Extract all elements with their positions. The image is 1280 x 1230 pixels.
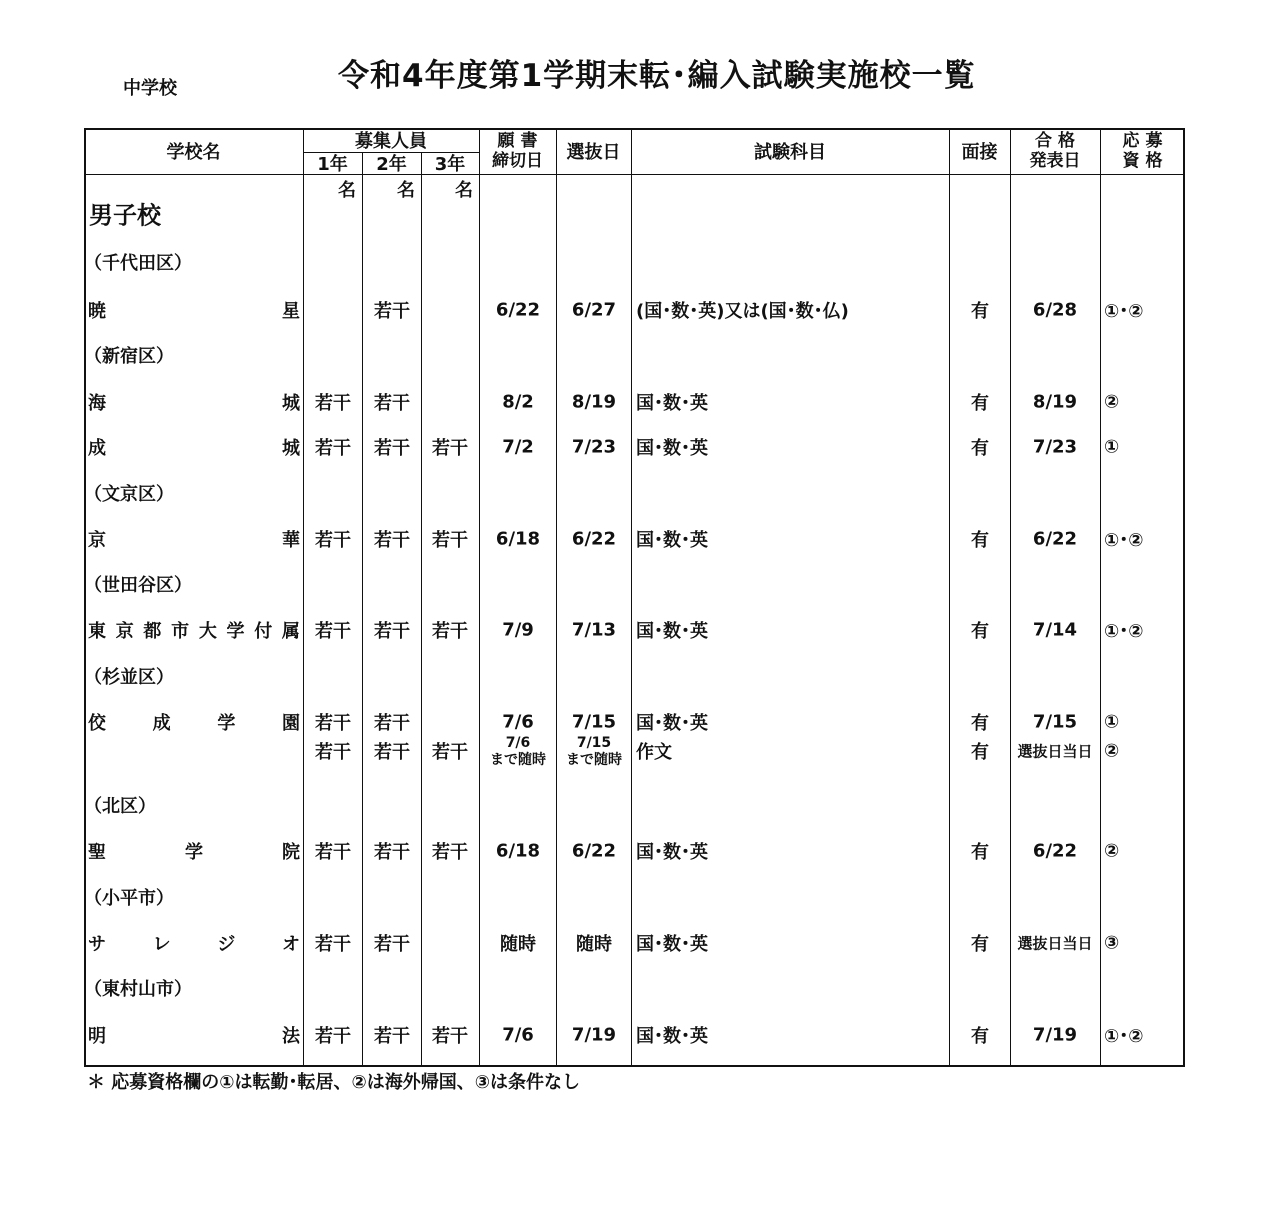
- area-label: （新宿区）: [84, 346, 174, 367]
- table-row-school-name: [88, 434, 300, 460]
- header-grade3: 3年: [434, 154, 466, 175]
- name-char: 院: [282, 842, 300, 863]
- table-row-school-name: [88, 389, 300, 415]
- interview: 有: [971, 713, 989, 734]
- exam-date: 7/15: [576, 735, 612, 751]
- divider: [421, 152, 422, 1067]
- unit-label: 名: [397, 180, 415, 201]
- table-row-school-name: [88, 930, 300, 956]
- grade1-count: 若干: [315, 934, 351, 955]
- qualification: ③: [1104, 932, 1120, 954]
- grade1-count: 若干: [315, 1026, 351, 1047]
- name-char: 学: [217, 713, 236, 734]
- interview: 有: [971, 438, 989, 459]
- header-result: [1010, 128, 1100, 174]
- qualification: ①･②: [1104, 1026, 1144, 1047]
- grade3-count: 若干: [432, 1026, 468, 1047]
- grade2-count: 若干: [374, 393, 410, 414]
- page-title: 令和4年度第1学期末転･編入試験実施校一覧: [338, 58, 976, 94]
- divider: [1010, 128, 1011, 1067]
- deadline: 7/9: [502, 619, 534, 641]
- grade2-count: 若干: [374, 530, 410, 551]
- qualification: ①･②: [1104, 301, 1144, 322]
- grade2-count: 若干: [374, 742, 410, 763]
- exam-rolling: [566, 735, 622, 769]
- name-char: 属: [281, 621, 300, 642]
- exam-note: まで随時: [566, 752, 622, 768]
- table-row-school-name: [88, 526, 300, 552]
- header-deadline-bottom: 締切日: [492, 151, 543, 171]
- interview: 有: [971, 934, 989, 955]
- divider: [479, 128, 480, 1067]
- divider: [1100, 128, 1101, 1067]
- qualification: ①: [1104, 711, 1120, 733]
- qualification: ①･②: [1104, 621, 1144, 642]
- grade1-count: 若干: [315, 393, 351, 414]
- name-char: レ: [152, 934, 171, 955]
- table-row-school-name: [88, 709, 300, 735]
- area-label: （杉並区）: [84, 667, 174, 688]
- name-char: 学: [226, 621, 245, 642]
- divider: [949, 128, 950, 1067]
- result-date: 7/19: [1032, 1024, 1078, 1046]
- name-char: 華: [282, 530, 300, 551]
- subjects: 国･数･英: [636, 393, 708, 414]
- deadline: 6/18: [495, 528, 541, 550]
- result-date: 6/28: [1032, 299, 1078, 321]
- qualification: ②: [1104, 840, 1120, 862]
- grade2-count: 若干: [374, 934, 410, 955]
- header-result-top: 合 格: [1035, 131, 1075, 151]
- interview: 有: [971, 393, 989, 414]
- grade2-count: 若干: [374, 621, 410, 642]
- deadline-rolling: [490, 735, 546, 769]
- name-char: 明: [88, 1026, 106, 1047]
- table-row-school-name: [88, 838, 300, 864]
- deadline: 8/2: [502, 391, 534, 413]
- qualification: ①･②: [1104, 530, 1144, 551]
- name-char: 市: [171, 621, 190, 642]
- header-deadline-top: 願 書: [497, 131, 538, 151]
- grade3-count: 若干: [432, 530, 468, 551]
- grade2-count: 若干: [374, 301, 410, 322]
- section-title: 男子校: [89, 201, 161, 230]
- exam-date: 6/27: [571, 299, 617, 321]
- header-recruit: 募集人員: [355, 131, 427, 152]
- exam-date: 随時: [576, 934, 612, 955]
- name-char: 大: [198, 621, 217, 642]
- header-exam-date: 選抜日: [566, 142, 621, 163]
- area-label: （世田谷区）: [84, 575, 192, 596]
- divider: [631, 128, 632, 1067]
- header-interview: 面接: [961, 142, 998, 163]
- name-char: 成: [88, 438, 106, 459]
- grade3-count: 若干: [432, 742, 468, 763]
- exam-date: 7/19: [571, 1024, 617, 1046]
- grade1-count: 若干: [315, 530, 351, 551]
- subjects: 国･数･英: [636, 621, 708, 642]
- exam-date: 8/19: [571, 391, 617, 413]
- subjects: (国･数･英)又は(国･数･仏): [636, 301, 849, 322]
- result-date: 選抜日当日: [1017, 934, 1093, 953]
- exam-date: 6/22: [571, 840, 617, 862]
- grade2-count: 若干: [374, 842, 410, 863]
- interview: 有: [971, 742, 989, 763]
- qualification: ①: [1104, 436, 1120, 458]
- header-school-name: 学校名: [166, 142, 221, 163]
- name-char: 園: [281, 713, 300, 734]
- table-row-school-name: [88, 297, 300, 323]
- area-label: （北区）: [84, 796, 156, 817]
- name-char: 都: [143, 621, 162, 642]
- grade2-count: 若干: [374, 438, 410, 459]
- divider: [303, 128, 304, 1067]
- interview: 有: [971, 842, 989, 863]
- exam-date: 7/23: [571, 436, 617, 458]
- name-char: 城: [282, 393, 300, 414]
- deadline: 7/6: [502, 1024, 534, 1046]
- qualification: ②: [1104, 391, 1120, 413]
- result-date: 7/15: [1032, 711, 1078, 733]
- grade2-count: 若干: [374, 1026, 410, 1047]
- divider: [362, 152, 363, 1067]
- header-qualification: [1100, 128, 1185, 174]
- name-char: 城: [282, 438, 300, 459]
- deadline: 6/18: [495, 840, 541, 862]
- grade1-count: 若干: [315, 842, 351, 863]
- interview: 有: [971, 621, 989, 642]
- grade1-count: 若干: [315, 621, 351, 642]
- subjects: 国･数･英: [636, 713, 708, 734]
- header-grade1: 1年: [317, 154, 348, 175]
- header-result-bottom: 発表日: [1029, 151, 1081, 171]
- area-label: （文京区）: [84, 484, 174, 505]
- name-char: 成: [152, 713, 171, 734]
- grade2-count: 若干: [374, 713, 410, 734]
- subjects: 作文: [636, 742, 672, 763]
- name-char: ジ: [217, 934, 236, 955]
- exam-date: 7/15: [571, 711, 617, 733]
- header-qual-top: 応 募: [1122, 131, 1163, 151]
- grade1-count: 若干: [315, 713, 351, 734]
- name-char: 京: [115, 621, 134, 642]
- divider: [556, 128, 557, 1067]
- subjects: 国･数･英: [636, 438, 708, 459]
- name-char: 聖: [88, 842, 106, 863]
- header-grade2: 2年: [376, 154, 407, 175]
- unit-label: 名: [455, 180, 473, 201]
- result-date: 8/19: [1032, 391, 1078, 413]
- deadline: 7/2: [502, 436, 534, 458]
- name-char: 東: [88, 621, 106, 642]
- table-row-school-name: [88, 1022, 300, 1048]
- area-label: （東村山市）: [84, 979, 192, 1000]
- header-subjects: 試験科目: [754, 142, 826, 163]
- grade1-count: 若干: [315, 742, 351, 763]
- interview: 有: [971, 1026, 989, 1047]
- subjects: 国･数･英: [636, 1026, 708, 1047]
- deadline-date: 7/6: [505, 735, 531, 751]
- exam-date: 6/22: [571, 528, 617, 550]
- area-label: （千代田区）: [84, 253, 192, 274]
- name-char: オ: [281, 934, 300, 955]
- result-date: 7/14: [1032, 619, 1078, 641]
- header-qual-bottom: 資 格: [1122, 151, 1163, 171]
- result-date: 選抜日当日: [1017, 742, 1093, 761]
- area-label: （小平市）: [84, 888, 174, 909]
- deadline: 6/22: [495, 299, 541, 321]
- header-deadline: [479, 128, 556, 174]
- deadline-note: まで随時: [490, 752, 546, 768]
- name-char: 付: [254, 621, 273, 642]
- exam-date: 7/13: [571, 619, 617, 641]
- name-char: サ: [88, 934, 106, 955]
- qualification: ②: [1104, 740, 1120, 762]
- header-divider: [84, 174, 1185, 175]
- name-char: 学: [185, 842, 203, 863]
- interview: 有: [971, 301, 989, 322]
- name-char: 海: [88, 393, 106, 414]
- name-char: 佼: [88, 713, 106, 734]
- footnote: ＊ 応募資格欄の①は転勤･転居、②は海外帰国、③は条件なし: [87, 1072, 580, 1093]
- unit-label: 名: [338, 180, 356, 201]
- table-row-school-name: [88, 617, 300, 643]
- result-date: 6/22: [1032, 840, 1078, 862]
- name-char: 暁: [88, 301, 106, 322]
- interview: 有: [971, 530, 989, 551]
- name-char: 法: [282, 1026, 300, 1047]
- grade3-count: 若干: [432, 438, 468, 459]
- grade3-count: 若干: [432, 842, 468, 863]
- grade3-count: 若干: [432, 621, 468, 642]
- grade1-count: 若干: [315, 438, 351, 459]
- name-char: 星: [282, 301, 300, 322]
- school-level-label: 中学校: [123, 78, 177, 99]
- result-date: 7/23: [1032, 436, 1078, 458]
- name-char: 京: [88, 530, 106, 551]
- subjects: 国･数･英: [636, 530, 708, 551]
- result-date: 6/22: [1032, 528, 1078, 550]
- deadline: 7/6: [502, 711, 534, 733]
- deadline: 随時: [500, 934, 536, 955]
- table-frame: [84, 128, 1185, 1067]
- subjects: 国･数･英: [636, 842, 708, 863]
- subjects: 国･数･英: [636, 934, 708, 955]
